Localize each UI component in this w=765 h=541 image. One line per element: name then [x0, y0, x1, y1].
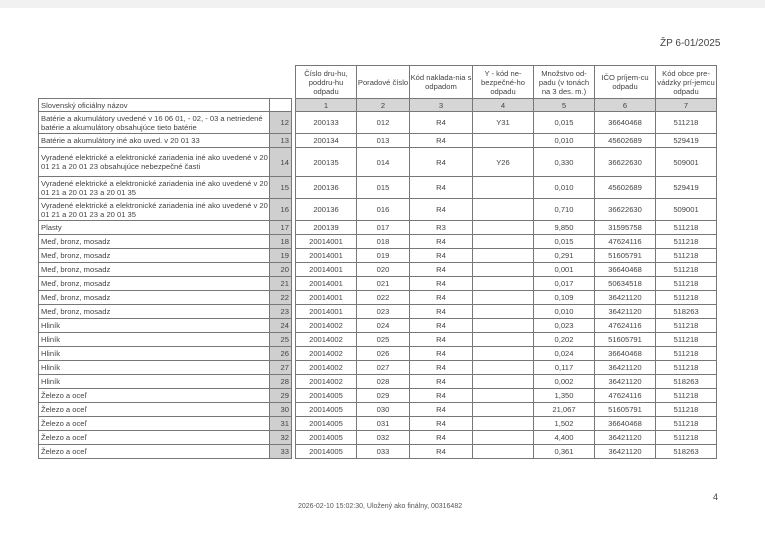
table-row: [39, 305, 717, 319]
cell-quantity: 0,710: [534, 199, 595, 221]
cell-quantity: 0,024: [534, 347, 595, 361]
cell-sequence-number: 029: [357, 389, 410, 403]
cell-quantity: 0,010: [534, 134, 595, 148]
cell-municipality-code: 518263: [656, 375, 717, 389]
cell-municipality-code: 518263: [656, 445, 717, 459]
cell-y-code: [473, 347, 534, 361]
header-col-4: Y - kód ne-bezpečné-ho odpadu: [473, 66, 534, 99]
cell-quantity: 9,850: [534, 221, 595, 235]
row-index: 13: [270, 134, 292, 148]
cell-y-code: [473, 319, 534, 333]
cell-sequence-number: 019: [357, 249, 410, 263]
cell-waste-code: 200135: [296, 148, 357, 177]
row-name: Meď, bronz, mosadz: [39, 305, 270, 319]
cell-waste-code: 20014005: [296, 389, 357, 403]
cell-handling-code: R3: [410, 221, 473, 235]
table-row: [39, 177, 717, 199]
cell-sequence-number: 027: [357, 361, 410, 375]
cell-municipality-code: 511218: [656, 361, 717, 375]
cell-y-code: [473, 249, 534, 263]
table-row: [39, 431, 717, 445]
row-name: Meď, bronz, mosadz: [39, 277, 270, 291]
table-row: [39, 347, 717, 361]
table-row: [39, 333, 717, 347]
row-name: Hliník: [39, 375, 270, 389]
cell-waste-code: 20014002: [296, 347, 357, 361]
cell-municipality-code: 511218: [656, 263, 717, 277]
table-row: [39, 417, 717, 431]
col-number-2: 2: [357, 99, 410, 112]
cell-sequence-number: 031: [357, 417, 410, 431]
cell-handling-code: R4: [410, 445, 473, 459]
cell-quantity: 0,291: [534, 249, 595, 263]
cell-y-code: [473, 431, 534, 445]
table-row: [39, 319, 717, 333]
cell-quantity: 0,010: [534, 177, 595, 199]
cell-y-code: [473, 199, 534, 221]
cell-sequence-number: 017: [357, 221, 410, 235]
table-row: [39, 361, 717, 375]
cell-waste-code: 20014002: [296, 361, 357, 375]
cell-sequence-number: 021: [357, 277, 410, 291]
cell-y-code: [473, 235, 534, 249]
cell-municipality-code: 518263: [656, 305, 717, 319]
cell-handling-code: R4: [410, 277, 473, 291]
footer-status: 2026-02-10 15:02:30, Uložený ako finálny, 00316482: [298, 503, 463, 510]
row-name: Batérie a akumulátory iné ako uved. v 20 01 33: [39, 134, 270, 148]
table-row: [39, 249, 717, 263]
row-name: Vyradené elektrické a elektronické zariadenia iné ako uvedené v 20 01 21 a 20 01 23 obsahujúce nebezpečné časti: [39, 148, 270, 177]
row-name: Železo a oceľ: [39, 445, 270, 459]
cell-municipality-code: 511218: [656, 403, 717, 417]
cell-recipient-ico: 36421120: [595, 431, 656, 445]
cell-sequence-number: 012: [357, 112, 410, 134]
cell-sequence-number: 016: [357, 199, 410, 221]
cell-y-code: [473, 445, 534, 459]
cell-quantity: 1,502: [534, 417, 595, 431]
cell-handling-code: R4: [410, 112, 473, 134]
waste-table: [38, 65, 717, 459]
cell-quantity: 0,023: [534, 319, 595, 333]
cell-y-code: [473, 389, 534, 403]
row-index: 21: [270, 277, 292, 291]
row-index: 28: [270, 375, 292, 389]
header-col-3: Kód naklada-nia s odpadom: [410, 66, 473, 99]
col-number-3: 3: [410, 99, 473, 112]
cell-quantity: 0,117: [534, 361, 595, 375]
cell-municipality-code: 511218: [656, 221, 717, 235]
cell-recipient-ico: 36421120: [595, 361, 656, 375]
cell-waste-code: 20014001: [296, 305, 357, 319]
cell-recipient-ico: 45602689: [595, 134, 656, 148]
row-index: 31: [270, 417, 292, 431]
cell-waste-code: 20014005: [296, 403, 357, 417]
row-name: Vyradené elektrické a elektronické zariadenia iné ako uvedené v 20 01 21 a 20 01 23 a 20 01 35: [39, 177, 270, 199]
cell-recipient-ico: 45602689: [595, 177, 656, 199]
cell-recipient-ico: 47624116: [595, 389, 656, 403]
row-index: 18: [270, 235, 292, 249]
cell-sequence-number: 013: [357, 134, 410, 148]
cell-sequence-number: 026: [357, 347, 410, 361]
cell-recipient-ico: 50634518: [595, 277, 656, 291]
cell-handling-code: R4: [410, 319, 473, 333]
cell-handling-code: R4: [410, 333, 473, 347]
cell-sequence-number: 028: [357, 375, 410, 389]
page-number: 4: [713, 492, 719, 502]
cell-municipality-code: 511218: [656, 291, 717, 305]
row-index: 23: [270, 305, 292, 319]
cell-recipient-ico: 51605791: [595, 333, 656, 347]
table-body: [39, 112, 717, 459]
row-name: Batérie a akumulátory uvedené v 16 06 01, - 02, - 03 a netriedené batérie a akumulátory obsahujúce tieto batérie: [39, 112, 270, 134]
cell-waste-code: 20014005: [296, 417, 357, 431]
cell-quantity: 0,002: [534, 375, 595, 389]
col-number-5: 5: [534, 99, 595, 112]
cell-sequence-number: 023: [357, 305, 410, 319]
cell-handling-code: R4: [410, 199, 473, 221]
cell-quantity: 0,017: [534, 277, 595, 291]
cell-recipient-ico: 36421120: [595, 375, 656, 389]
idx-header-blank: [270, 99, 292, 112]
cell-municipality-code: 511218: [656, 235, 717, 249]
cell-quantity: 0,015: [534, 112, 595, 134]
cell-handling-code: R4: [410, 403, 473, 417]
cell-municipality-code: 511218: [656, 389, 717, 403]
cell-y-code: [473, 375, 534, 389]
cell-quantity: 0,202: [534, 333, 595, 347]
cell-municipality-code: 511218: [656, 431, 717, 445]
table-row: [39, 263, 717, 277]
col-number-7: 7: [656, 99, 717, 112]
cell-waste-code: 200136: [296, 177, 357, 199]
row-index: 14: [270, 148, 292, 177]
cell-y-code: [473, 361, 534, 375]
cell-handling-code: R4: [410, 134, 473, 148]
cell-recipient-ico: 31595758: [595, 221, 656, 235]
header-col-2: Poradové číslo: [357, 66, 410, 99]
cell-y-code: [473, 417, 534, 431]
cell-handling-code: R4: [410, 148, 473, 177]
cell-handling-code: R4: [410, 291, 473, 305]
table-row: [39, 235, 717, 249]
cell-handling-code: R4: [410, 431, 473, 445]
row-name: Hliník: [39, 333, 270, 347]
cell-waste-code: 20014001: [296, 291, 357, 305]
cell-municipality-code: 529419: [656, 177, 717, 199]
cell-recipient-ico: 36640468: [595, 417, 656, 431]
row-index: 22: [270, 291, 292, 305]
row-name: Hliník: [39, 361, 270, 375]
table-row: [39, 375, 717, 389]
cell-recipient-ico: 36640468: [595, 263, 656, 277]
cell-waste-code: 20014005: [296, 431, 357, 445]
row-name: Železo a oceľ: [39, 389, 270, 403]
cell-waste-code: 20014001: [296, 249, 357, 263]
cell-sequence-number: 032: [357, 431, 410, 445]
cell-municipality-code: 511218: [656, 417, 717, 431]
row-index: 17: [270, 221, 292, 235]
cell-quantity: 0,361: [534, 445, 595, 459]
table-row: [39, 445, 717, 459]
row-index: 24: [270, 319, 292, 333]
cell-waste-code: 20014002: [296, 319, 357, 333]
cell-sequence-number: 025: [357, 333, 410, 347]
cell-waste-code: 200133: [296, 112, 357, 134]
header-blank: [39, 66, 270, 99]
cell-recipient-ico: 36421120: [595, 305, 656, 319]
table-row: [39, 403, 717, 417]
table-row: [39, 199, 717, 221]
cell-y-code: [473, 221, 534, 235]
cell-sequence-number: 022: [357, 291, 410, 305]
cell-handling-code: R4: [410, 249, 473, 263]
row-index: 30: [270, 403, 292, 417]
name-header: Slovenský oficiálny názov: [39, 99, 270, 112]
row-name: Vyradené elektrické a elektronické zariadenia iné ako uvedené v 20 01 21 a 20 01 23 a 20 01 35: [39, 199, 270, 221]
table-row: [39, 112, 717, 134]
form-code: ŽP 6-01/2025: [660, 38, 721, 49]
row-index: 25: [270, 333, 292, 347]
cell-recipient-ico: 47624116: [595, 319, 656, 333]
cell-quantity: 0,109: [534, 291, 595, 305]
cell-quantity: 0,010: [534, 305, 595, 319]
cell-y-code: [473, 403, 534, 417]
cell-waste-code: 200134: [296, 134, 357, 148]
top-strip: [0, 0, 765, 8]
cell-y-code: [473, 134, 534, 148]
cell-quantity: 21,067: [534, 403, 595, 417]
row-index: 29: [270, 389, 292, 403]
cell-recipient-ico: 36421120: [595, 291, 656, 305]
cell-waste-code: 20014005: [296, 445, 357, 459]
cell-municipality-code: 529419: [656, 134, 717, 148]
row-index: 33: [270, 445, 292, 459]
cell-y-code: [473, 305, 534, 319]
cell-waste-code: 20014001: [296, 277, 357, 291]
header-col-5: Množstvo od-padu (v tonách na 3 des. m.): [534, 66, 595, 99]
cell-waste-code: 20014001: [296, 263, 357, 277]
cell-recipient-ico: 51605791: [595, 249, 656, 263]
row-name: Plasty: [39, 221, 270, 235]
cell-handling-code: R4: [410, 375, 473, 389]
header-col-1: Číslo dru-hu, poddru-hu odpadu: [296, 66, 357, 99]
cell-recipient-ico: 47624116: [595, 235, 656, 249]
cell-y-code: [473, 263, 534, 277]
cell-recipient-ico: 36421120: [595, 445, 656, 459]
cell-municipality-code: 511218: [656, 333, 717, 347]
cell-y-code: [473, 291, 534, 305]
cell-y-code: Y31: [473, 112, 534, 134]
header-col-6: IČO príjem-cu odpadu: [595, 66, 656, 99]
cell-waste-code: 20014002: [296, 333, 357, 347]
header-col-7: Kód obce pre-vádzky prí-jemcu odpadu: [656, 66, 717, 99]
cell-sequence-number: 018: [357, 235, 410, 249]
row-name: Hliník: [39, 347, 270, 361]
cell-municipality-code: 509001: [656, 199, 717, 221]
cell-waste-code: 200139: [296, 221, 357, 235]
cell-quantity: 0,330: [534, 148, 595, 177]
cell-quantity: 4,400: [534, 431, 595, 445]
cell-recipient-ico: 36640468: [595, 112, 656, 134]
cell-recipient-ico: 36622630: [595, 199, 656, 221]
cell-handling-code: R4: [410, 263, 473, 277]
cell-handling-code: R4: [410, 305, 473, 319]
cell-y-code: [473, 277, 534, 291]
row-index: 16: [270, 199, 292, 221]
row-name: Železo a oceľ: [39, 403, 270, 417]
row-name: Železo a oceľ: [39, 431, 270, 445]
cell-y-code: [473, 333, 534, 347]
cell-waste-code: 20014001: [296, 235, 357, 249]
table-row: [39, 221, 717, 235]
row-index: 32: [270, 431, 292, 445]
row-name: Meď, bronz, mosadz: [39, 235, 270, 249]
table-row: [39, 277, 717, 291]
cell-quantity: 0,015: [534, 235, 595, 249]
cell-handling-code: R4: [410, 389, 473, 403]
cell-recipient-ico: 36622630: [595, 148, 656, 177]
cell-sequence-number: 014: [357, 148, 410, 177]
cell-recipient-ico: 36640468: [595, 347, 656, 361]
row-index: 12: [270, 112, 292, 134]
cell-handling-code: R4: [410, 417, 473, 431]
table-row: [39, 148, 717, 177]
row-name: Meď, bronz, mosadz: [39, 263, 270, 277]
cell-municipality-code: 511218: [656, 319, 717, 333]
cell-recipient-ico: 51605791: [595, 403, 656, 417]
row-index: 15: [270, 177, 292, 199]
cell-quantity: 1,350: [534, 389, 595, 403]
table-row: [39, 389, 717, 403]
table-row: [39, 134, 717, 148]
cell-sequence-number: 033: [357, 445, 410, 459]
cell-handling-code: R4: [410, 235, 473, 249]
cell-sequence-number: 024: [357, 319, 410, 333]
table-row: [39, 291, 717, 305]
cell-handling-code: R4: [410, 347, 473, 361]
row-index: 20: [270, 263, 292, 277]
cell-sequence-number: 015: [357, 177, 410, 199]
cell-municipality-code: 509001: [656, 148, 717, 177]
col-number-4: 4: [473, 99, 534, 112]
cell-municipality-code: 511218: [656, 112, 717, 134]
cell-y-code: [473, 177, 534, 199]
row-index: 26: [270, 347, 292, 361]
cell-municipality-code: 511218: [656, 347, 717, 361]
header-row: [39, 66, 717, 99]
cell-municipality-code: 511218: [656, 277, 717, 291]
cell-y-code: Y26: [473, 148, 534, 177]
row-name: Meď, bronz, mosadz: [39, 291, 270, 305]
cell-handling-code: R4: [410, 361, 473, 375]
row-name: Železo a oceľ: [39, 417, 270, 431]
cell-handling-code: R4: [410, 177, 473, 199]
cell-sequence-number: 020: [357, 263, 410, 277]
column-number-row: [39, 99, 717, 112]
cell-quantity: 0,001: [534, 263, 595, 277]
row-index: 19: [270, 249, 292, 263]
col-number-1: 1: [296, 99, 357, 112]
row-name: Meď, bronz, mosadz: [39, 249, 270, 263]
row-name: Hliník: [39, 319, 270, 333]
cell-sequence-number: 030: [357, 403, 410, 417]
cell-municipality-code: 511218: [656, 249, 717, 263]
row-index: 27: [270, 361, 292, 375]
col-number-6: 6: [595, 99, 656, 112]
header-blank-idx: [270, 66, 292, 99]
cell-waste-code: 200136: [296, 199, 357, 221]
cell-waste-code: 20014002: [296, 375, 357, 389]
